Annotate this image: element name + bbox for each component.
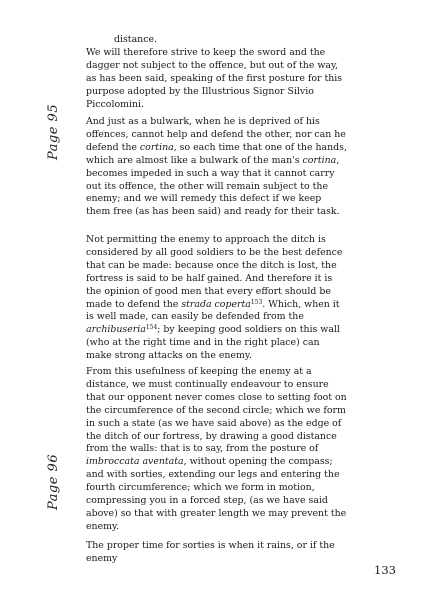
- footnote-ref: 154: [145, 324, 158, 332]
- paragraph-text: The proper time for sorties is when it rains, or if the enemy: [86, 540, 335, 564]
- text-run: , so each time that one of the hands, which are almost like a bulwark of the man's: [86, 141, 347, 166]
- text-run: And just as a bulwark, when he is deprived of his offences, cannot help and defend the other, nor can he defend the: [86, 116, 346, 153]
- text-run: ; by keeping good soldiers on this wall (who at the right time and in the right place) can make strong attacks on the enemy.: [86, 324, 340, 362]
- paragraph-text: [86, 234, 348, 363]
- italic-term: imbroccata aventata: [86, 456, 184, 468]
- margin-page-number-96: Page 96: [46, 453, 61, 510]
- paragraph-0: [86, 34, 348, 111]
- italic-term: cortina: [302, 154, 337, 166]
- margin-page-number-95: Page 95: [46, 103, 61, 160]
- text-run: From this usefulness of keeping the enemy at a distance, we must continually endeavour to ensure that our opponent never comes close to setting foot on the circumference of the second circle; which we form in such a state (as we have said above) as the edge of the ditch of our fortress, by drawing a good distance from the walls: that is to say, from the posture of: [86, 366, 347, 455]
- paragraph-text: We will therefore strive to keep the sword and the dagger not subject to the offence, but out of the way, as has been said, speaking of the first posture for this purpose adopted by the Illustrious Signor Silvio Piccolomini.: [86, 46, 343, 110]
- text-run: , without opening the compass; and with sorties, extending our legs and entering the fourth circumference; which we form in motion, compressing you in a forced step, (as we have said above) so that with greater length we may prevent the enemy.: [86, 456, 347, 532]
- paragraph-2: [86, 234, 348, 363]
- text-run: . Which, when it is well made, can easily be defended from the: [86, 298, 340, 323]
- text-run: Not permitting the enemy to approach the ditch is considered by all good soldiers to be the best defence that can be made: because once the ditch is lost, the fortress is said to be half gained. And therefore it is the opinion of good men that every effort should be made to defend the: [86, 234, 343, 310]
- paragraph-1: [86, 116, 348, 219]
- paragraph-text: [86, 366, 348, 534]
- paragraph-text: [86, 116, 348, 219]
- italic-term: archibuseria: [86, 324, 146, 336]
- footnote-ref: 153: [250, 298, 263, 306]
- paragraph-4: [86, 540, 348, 566]
- italic-term: cortina: [139, 141, 174, 153]
- paragraph-3: [86, 366, 348, 534]
- page-number: 133: [374, 563, 396, 577]
- italic-term: strada coperta: [181, 298, 251, 310]
- text-run: , becomes impeded in such a way that it cannot carry out its offence, the other will remain subject to the enemy; and we will remedy this defect if we keep them free (as has been said) and ready for their task.: [86, 154, 340, 218]
- continued-line: distance.: [114, 34, 157, 45]
